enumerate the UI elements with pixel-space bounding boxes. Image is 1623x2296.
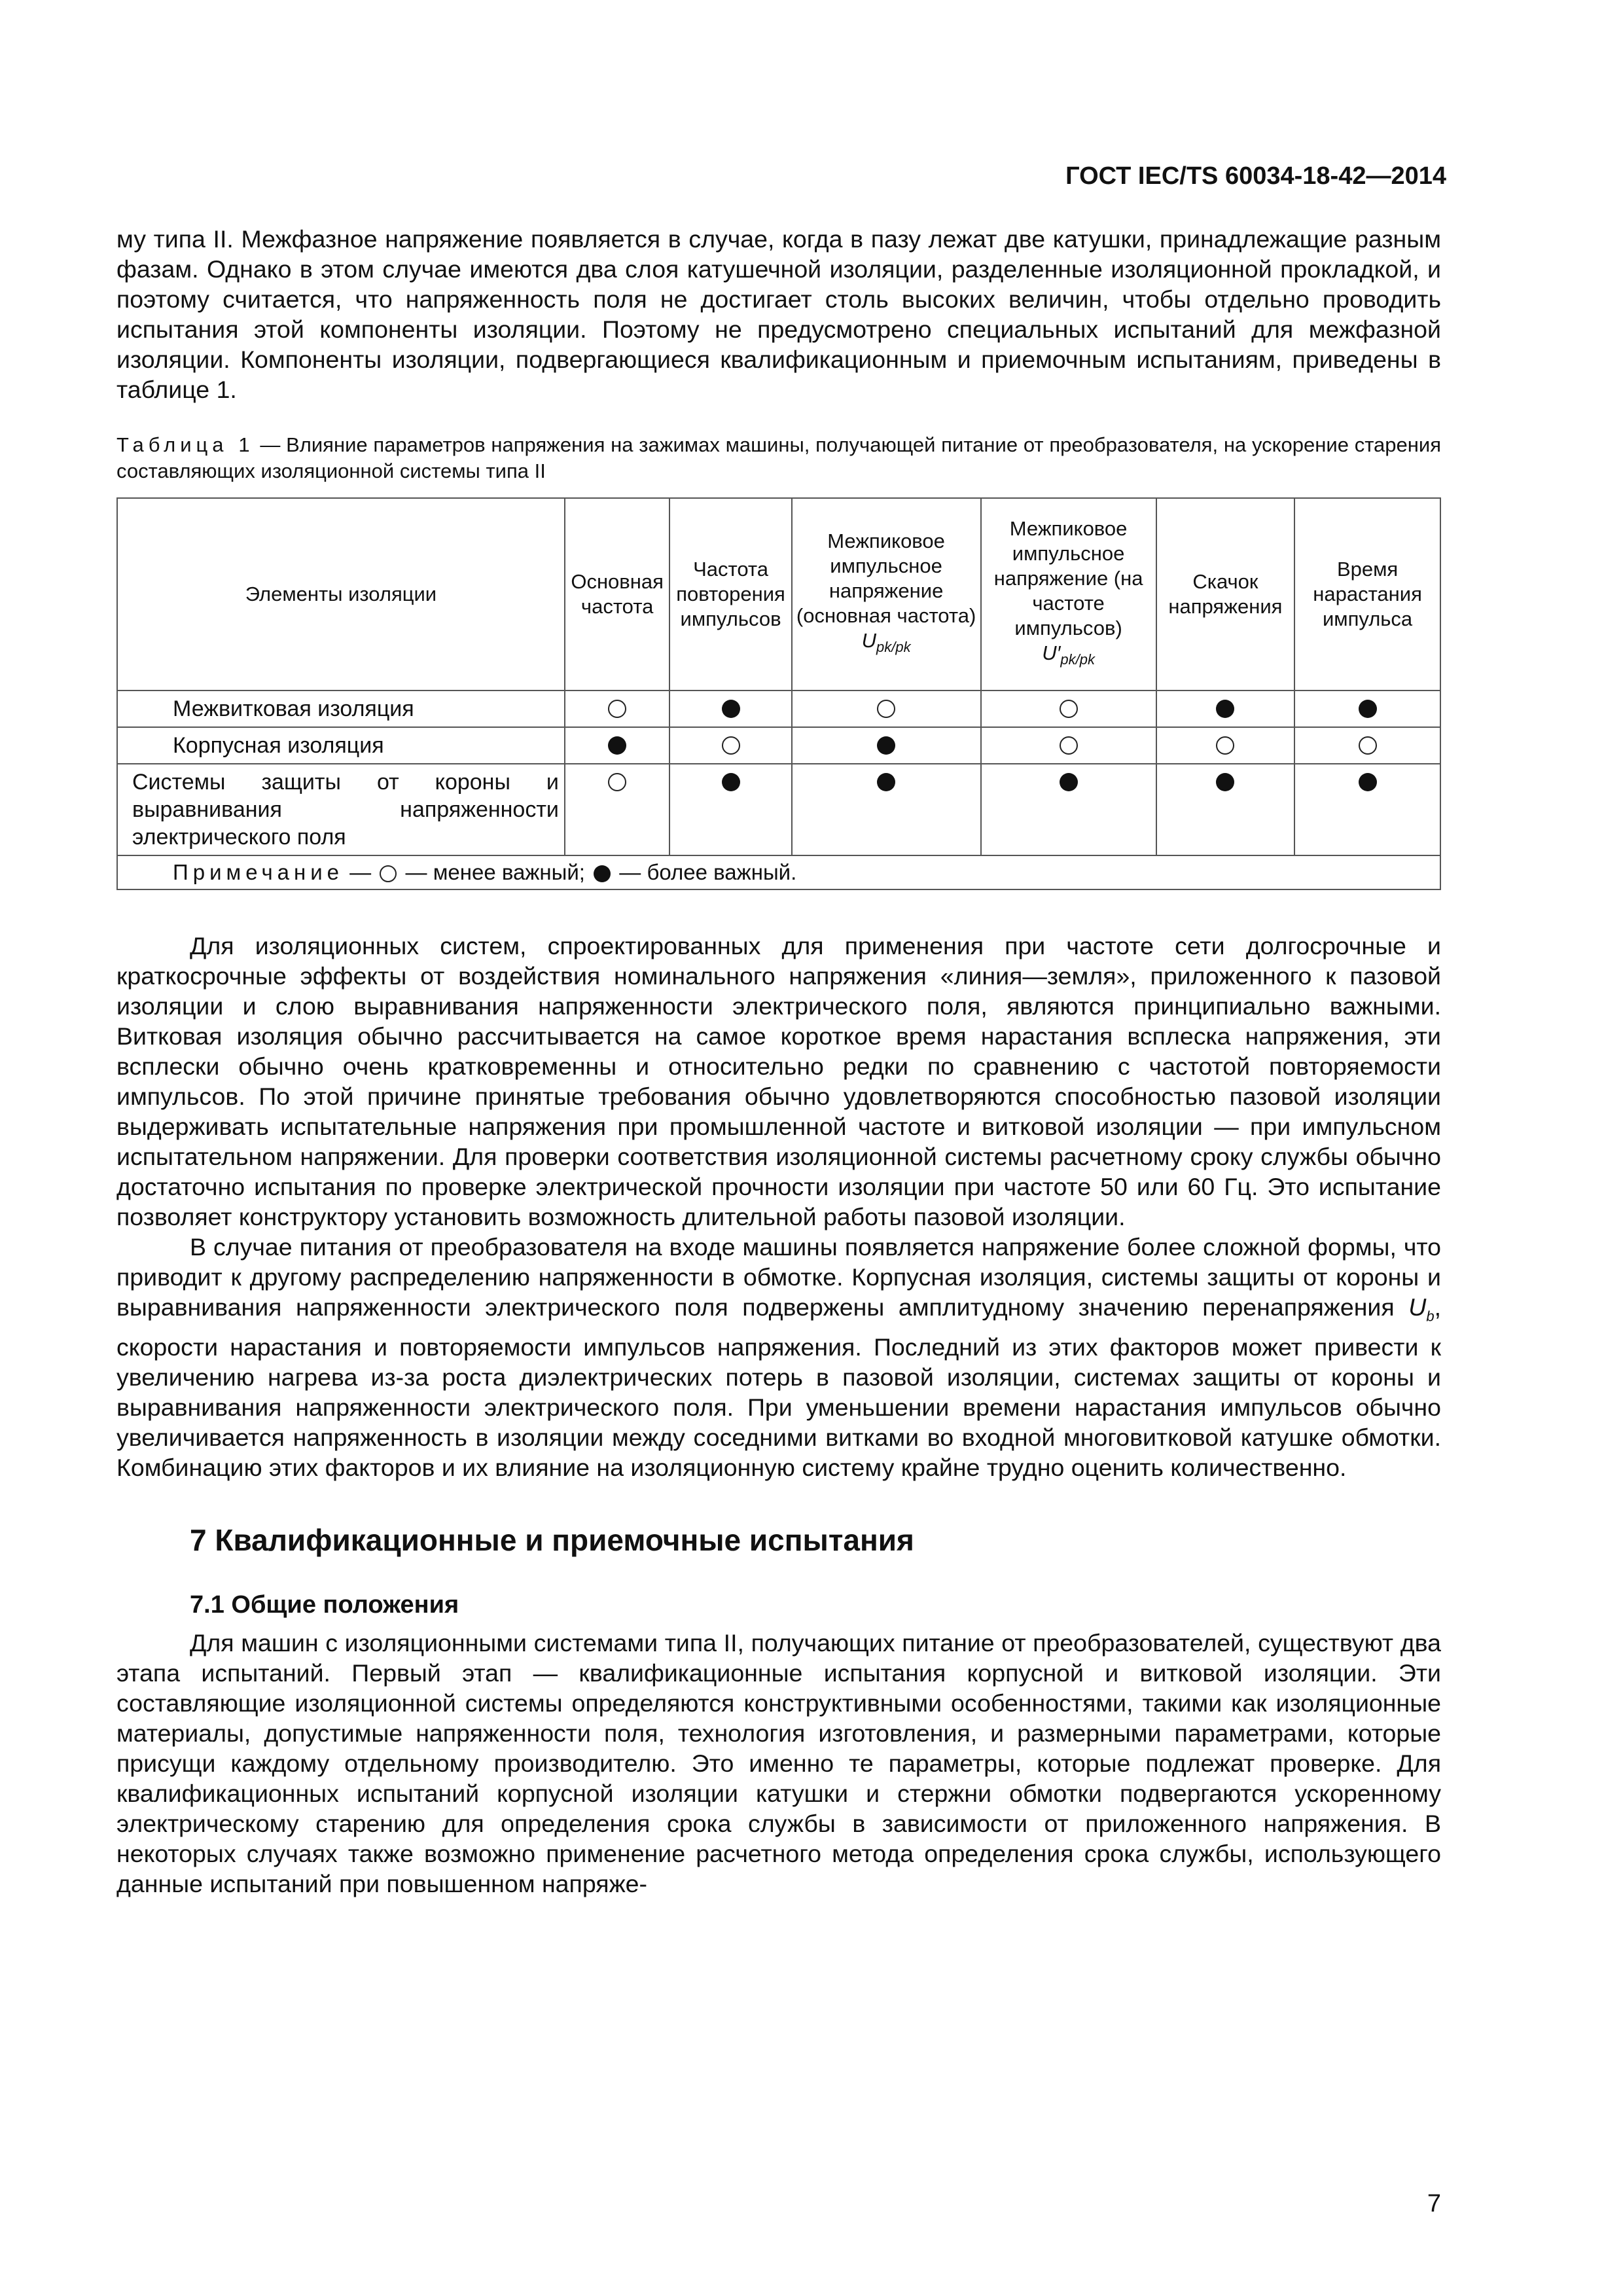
section-7-1-heading: 7.1 Общие положения	[190, 1590, 459, 1619]
header-elements: Элементы изоляции	[117, 498, 565, 691]
header-repetition: Частота повторения импульсов	[669, 498, 791, 691]
filled-circle-icon	[1216, 773, 1234, 791]
paragraph-general-provisions: Для машин с изоляционными системами типа II, получающих питание от преобразователей, существуют два этапа испытаний. Первый этап — квалификационные испытания корпусной и витковой изоляции. Эти составляющие изоляционной системы определяются конструктивными особенностями, такими как изоляционные материалы, допустимые напряженности поля, технология изготовления, и размерными параметрами, которые присущи каждому отдельному производителю. Это именно те параметры, которые подлежат проверке. Для квалификационных испытаний корпусной изоляции катушки и стержни обмотки подвергаются ускоренному электрическому старению для определения срока службы в зависимости от приложенного напряжения. В некоторых случаях также возможно применение расчетного метода определения срока службы, использующего данные испытаний при повышенном напряже-	[116, 1628, 1441, 1897]
table-caption	[116, 432, 1441, 484]
filled-circle-icon	[722, 700, 740, 718]
header-rise-time: Время нарастания импульса	[1294, 498, 1440, 691]
empty-circle-icon	[608, 773, 626, 791]
row-name: Корпусная изоляция	[117, 727, 565, 764]
table-note-row	[117, 855, 1440, 889]
empty-circle-icon	[1060, 700, 1078, 718]
empty-circle-icon	[722, 736, 740, 755]
insulation-table	[116, 497, 1441, 890]
table-header-row	[117, 498, 1440, 691]
header-peak-fundamental-symbol: $U_{pk/pk}$	[861, 628, 911, 656]
filled-circle-icon	[1060, 773, 1078, 791]
empty-circle-icon	[1060, 736, 1078, 755]
header-jump: Скачок напряжения	[1156, 498, 1294, 691]
filled-circle-icon	[877, 773, 895, 791]
section-7-heading: 7 Квалификационные и приемочные испытания	[190, 1522, 914, 1557]
table-note: Примечание — — менее важный; — более важный.	[117, 855, 1440, 889]
paragraph-insulation-systems: Для изоляционных систем, спроектированных для применения при частоте сети долгосрочные и краткосрочные эффекты от воздействия номинального напряжения «линия—земля», приложенного к пазовой изоляции и слою выравнивания напряженности электрического поля, являются принципиально важными. Витковая изоляция обычно рассчитывается на самое короткое время нарастания всплеска напряжения, эти всплески обычно очень кратковременны и относительно редки по сравнению с частотой повторяемости импульсов. По этой причине принятые требования обычно удовлетворяются способностью пазовой изоляции выдерживать испытательные напряжения при промышленной частоте и витковой изоляции — при импульсном испытательном напряжении. Для проверки соответствия изоляционной системы расчетному сроку службы обычно достаточно испытания по проверке электрической прочности изоляции при частоте 50 или 60 Гц. Это испытание позволяет конструктору установить возможность длительной работы пазовой изоляции.	[116, 932, 1441, 1230]
table-caption-label: Таблица 1	[116, 433, 255, 456]
filled-circle-icon	[877, 736, 895, 755]
empty-circle-icon	[380, 865, 397, 882]
header-peak-fundamental	[792, 498, 981, 691]
page-content	[116, 224, 1441, 1899]
header-peak-pulse-text: Межпиковое импульсное напряжение (на частоте импульсов)	[993, 516, 1143, 639]
filled-circle-icon	[722, 773, 740, 791]
filled-circle-icon	[608, 736, 626, 755]
header-peak-fundamental-text: Межпиковое импульсное напряжение (основная частота)	[796, 529, 976, 627]
empty-circle-icon	[1359, 736, 1377, 755]
filled-circle-icon	[1359, 773, 1377, 791]
page-number: 7	[1427, 2190, 1441, 2217]
empty-circle-icon	[877, 700, 895, 718]
table-caption-text: — Влияние параметров напряжения на зажимах машины, получающей питание от преобразователя, на ускорение старения составляющих изоляционной системы типа II	[116, 433, 1441, 482]
filled-circle-icon	[1359, 700, 1377, 718]
empty-circle-icon	[1216, 736, 1234, 755]
header-peak-pulse-symbol: $U'_{pk/pk}$	[1042, 641, 1095, 668]
filled-circle-icon	[1216, 700, 1234, 718]
table-row	[117, 764, 1440, 855]
header-fundamental: Основная частота	[565, 498, 669, 691]
table-row	[117, 727, 1440, 764]
paragraph-converter-supply: В случае питания от преобразователя на входе машины появляется напряжение более сложной формы, что приводит к другому распределению напряженности в обмотке. Корпусная изоляция, системы защиты от короны и выравнивания напряженности электрического поля подвержены амплитудному значению перенапряжения $U_b$, скорости нарастания и повторяемости импульсов напряжения. Последний из этих факторов может привести к увеличению нагрева из-за роста диэлектрических потерь в пазовой изоляции, системах защиты от короны и выравнивания напряженности электрического поля. При уменьшении времени нарастания импульсов обычно увеличивается напряженность в изоляции между соседними витками во входной многовитковой катушке обмотки. Комбинацию этих факторов и их влияние на изоляционную систему крайне трудно оценить количественно.	[116, 1233, 1441, 1481]
header-peak-pulse	[981, 498, 1156, 691]
document-code-header: ГОСТ IEC/TS 60034-18-42—2014	[1065, 162, 1446, 190]
paragraph-intro: му типа II. Межфазное напряжение появляется в случае, когда в пазу лежат две катушки, принадлежащие разным фазам. Однако в этом случае имеются два слоя катушечной изоляции, разделенные изоляционной прокладкой, и поэтому считается, что напряженность поля не достигает столь высоких величин, чтобы отдельно проводить испытания этой компоненты изоляции. Поэтому не предусмотрено специальных испытаний для межфазной изоляции. Компоненты изоляции, подвергающиеся квалификационным и приемочным испытаниям, приведены в таблице 1.	[116, 225, 1441, 403]
empty-circle-icon	[608, 700, 626, 718]
note-label: Примечание	[173, 860, 344, 884]
row-name: Системы защиты от короны и выравнивания напряженности электрического поля	[117, 764, 565, 855]
table-row	[117, 691, 1440, 727]
row-name: Межвитковая изоляция	[117, 691, 565, 727]
filled-circle-icon	[594, 865, 611, 882]
